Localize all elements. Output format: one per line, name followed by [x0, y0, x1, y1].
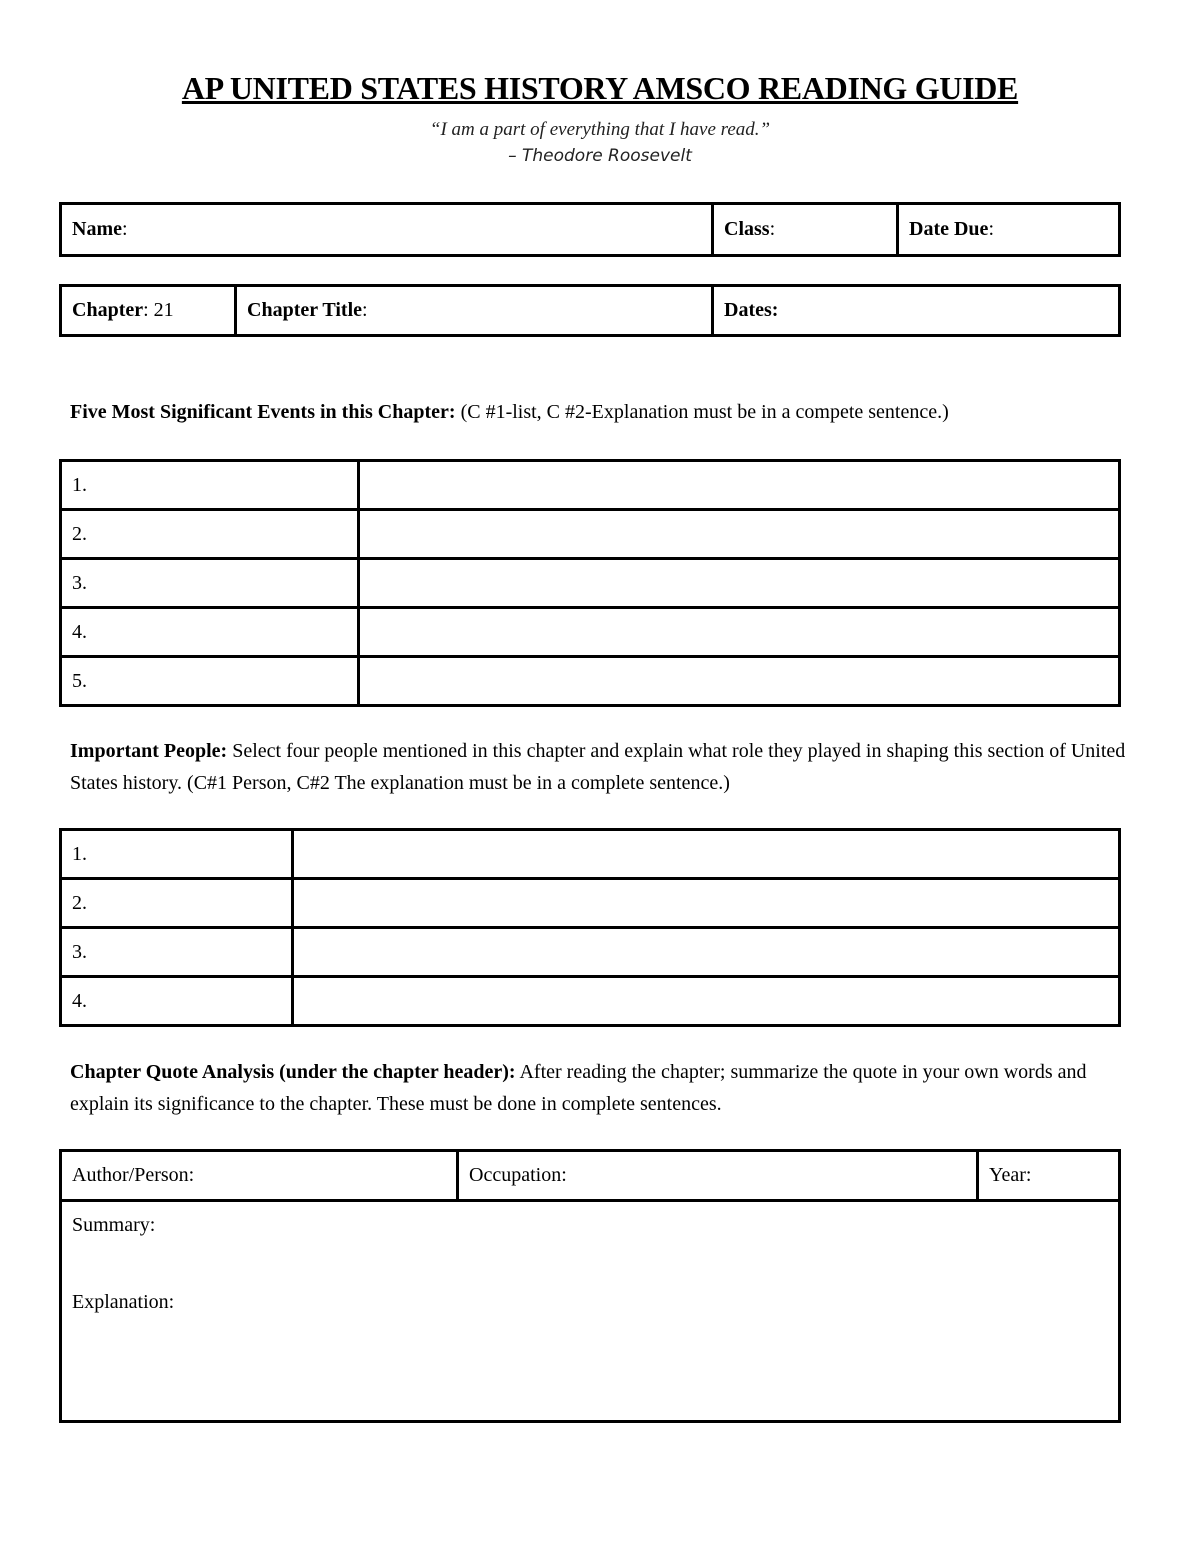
quote-analysis-instructions: [70, 1056, 1130, 1120]
events-instructions: [70, 396, 1130, 428]
event-item-2[interactable]: 2.: [61, 510, 359, 559]
chapter-info-table: [59, 284, 1121, 337]
event-explanation-3[interactable]: [359, 559, 1120, 608]
class-field[interactable]: [713, 204, 898, 256]
quote-analysis-instruction-text: After reading the chapter; summarize the quote in your own words and explain its significance to the chapter. These must be done in complete sentences.: [70, 1061, 1087, 1115]
event-explanation-4[interactable]: [359, 608, 1120, 657]
chapter-title-label: Chapter Title: [247, 299, 363, 321]
events-instruction-text: (C #1-list, C #2-Explanation must be in a compete sentence.): [455, 401, 949, 423]
epigraph-author: – Theodore Roosevelt: [508, 146, 692, 166]
people-instruction-text: Select four people mentioned in this chapter and explain what role they played in shaping this section of United States history. (C#1 Person, C#2 The explanation must be in a complete sentence.): [70, 740, 1126, 794]
people-instructions: [70, 735, 1130, 799]
year-field[interactable]: Year:: [978, 1151, 1120, 1201]
chapter-value: : 21: [143, 299, 174, 321]
table-row: [61, 977, 1120, 1026]
table-row: [61, 879, 1120, 928]
event-explanation-2[interactable]: [359, 510, 1120, 559]
person-explanation-3[interactable]: [293, 928, 1120, 977]
table-row: [61, 461, 1120, 510]
person-explanation-1[interactable]: [293, 830, 1120, 879]
event-explanation-1[interactable]: [359, 461, 1120, 510]
event-item-1[interactable]: 1.: [61, 461, 359, 510]
quote-analysis-heading: Chapter Quote Analysis (under the chapter header):: [70, 1061, 516, 1083]
person-explanation-2[interactable]: [293, 879, 1120, 928]
date-due-field[interactable]: [898, 204, 1120, 256]
table-row: [61, 657, 1120, 706]
table-row: [61, 510, 1120, 559]
dates-label: Dates:: [724, 299, 779, 321]
dates-field[interactable]: [713, 286, 1120, 336]
chapter-title-field[interactable]: [236, 286, 713, 336]
table-row: [61, 830, 1120, 879]
chapter-title-colon: :: [362, 299, 368, 321]
occupation-field[interactable]: Occupation:: [458, 1151, 978, 1201]
date-due-colon: :: [988, 218, 994, 240]
class-label: Class: [724, 218, 770, 240]
table-row: [61, 608, 1120, 657]
quote-analysis-table: [59, 1149, 1121, 1423]
events-heading: Five Most Significant Events in this Chapter:: [70, 401, 456, 423]
person-item-4[interactable]: 4.: [61, 977, 293, 1026]
student-info-table: [59, 202, 1121, 257]
people-table: [59, 828, 1121, 1027]
name-colon: :: [121, 218, 128, 240]
name-field[interactable]: [61, 204, 713, 256]
chapter-field[interactable]: [61, 286, 236, 336]
event-item-5[interactable]: 5.: [61, 657, 359, 706]
chapter-label: Chapter: [72, 299, 144, 321]
date-due-label: Date Due: [909, 218, 989, 240]
explanation-label: Explanation:: [72, 1291, 175, 1313]
epigraph-quote: “I am a part of everything that I have read.”: [429, 119, 771, 140]
event-explanation-5[interactable]: [359, 657, 1120, 706]
person-item-1[interactable]: 1.: [61, 830, 293, 879]
class-colon: :: [769, 218, 776, 240]
summary-explanation-field[interactable]: [61, 1201, 1120, 1422]
summary-label: Summary:: [72, 1214, 156, 1236]
person-item-2[interactable]: 2.: [61, 879, 293, 928]
event-item-4[interactable]: 4.: [61, 608, 359, 657]
events-table: [59, 459, 1121, 707]
table-row: [61, 559, 1120, 608]
author-person-field[interactable]: Author/Person:: [61, 1151, 458, 1201]
table-row: [61, 928, 1120, 977]
page-title: AP UNITED STATES HISTORY AMSCO READING GUIDE: [181, 70, 1019, 106]
name-label: Name: [72, 218, 122, 240]
event-item-3[interactable]: 3.: [61, 559, 359, 608]
person-item-3[interactable]: 3.: [61, 928, 293, 977]
person-explanation-4[interactable]: [293, 977, 1120, 1026]
people-heading: Important People:: [70, 740, 228, 762]
